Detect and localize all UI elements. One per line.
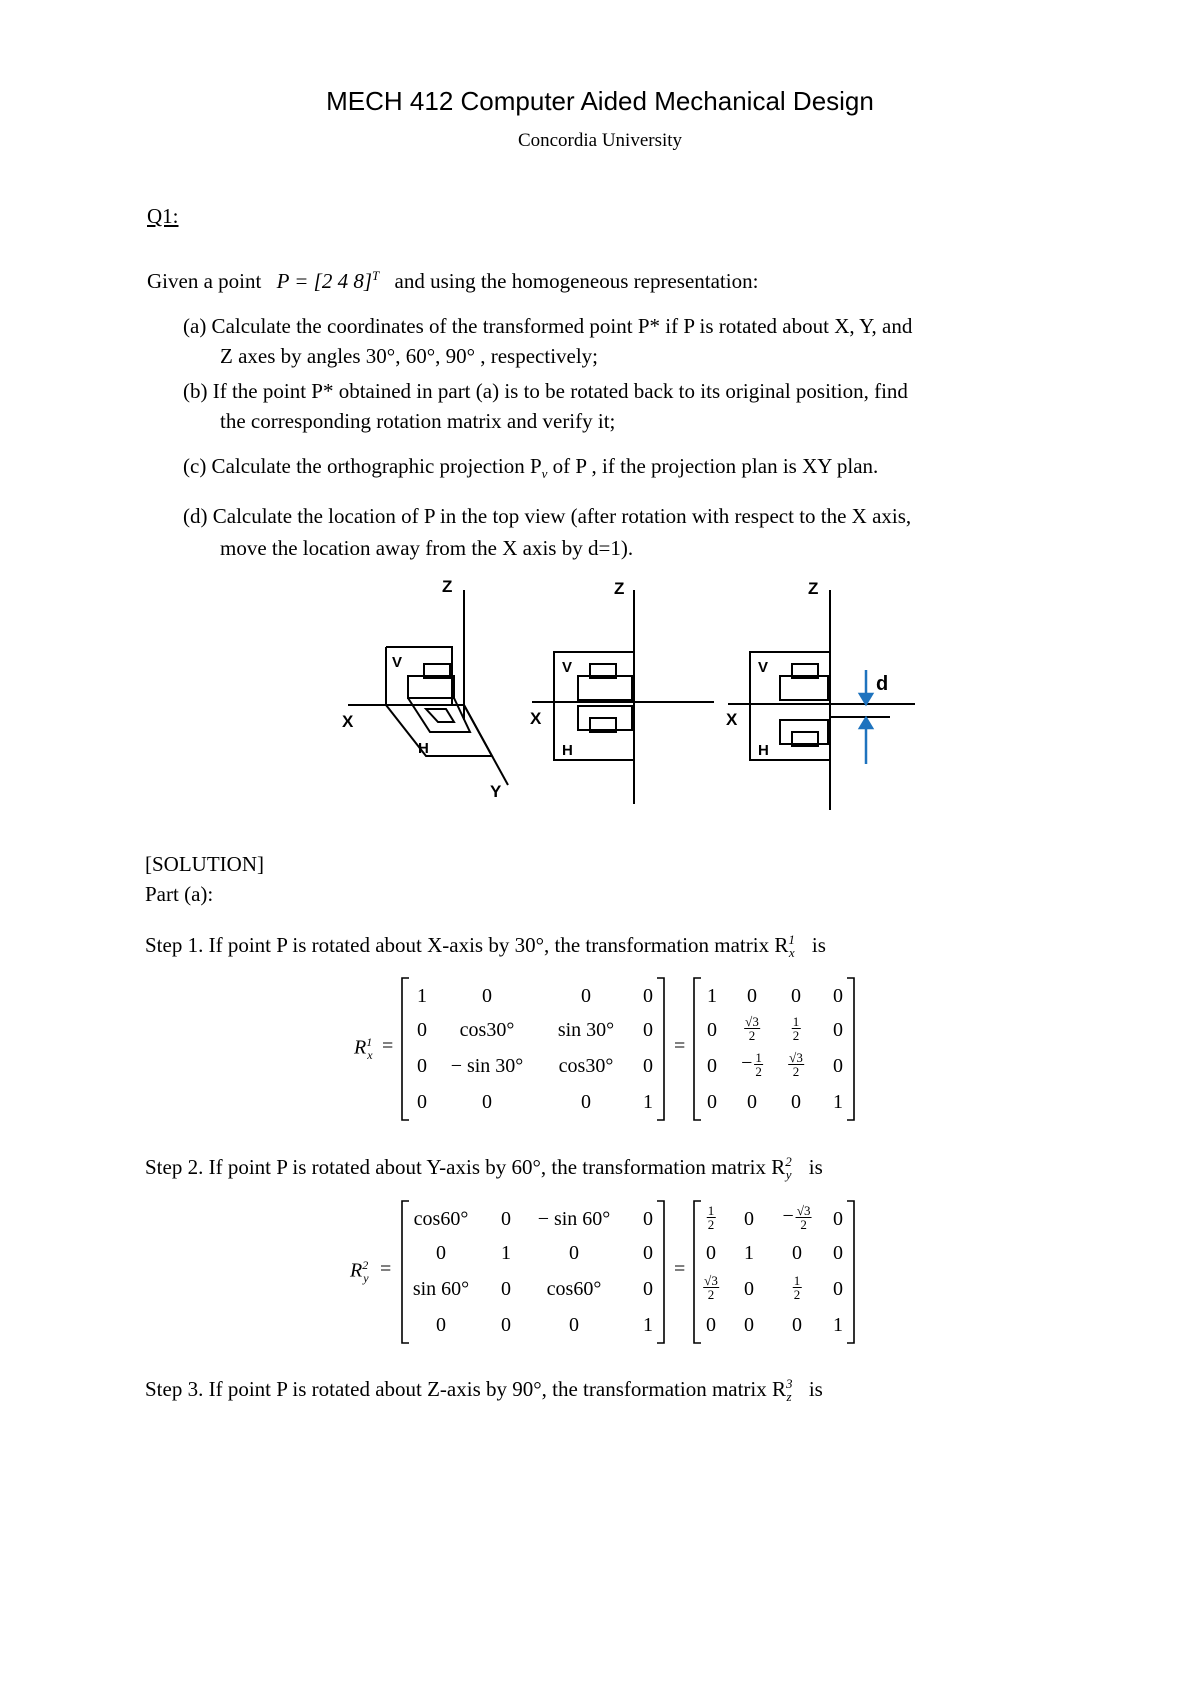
ry-num-cell: 0 <box>792 1314 802 1336</box>
item-b-line2: the corresponding rotation matrix and verify it; <box>220 409 616 433</box>
rx-lhs <box>354 1035 373 1063</box>
rx-num-cell: 0 <box>791 1091 801 1113</box>
point-transpose: T <box>372 268 380 283</box>
step-2-sup: 2 <box>785 1154 792 1169</box>
item-c-sub: v <box>541 466 548 482</box>
ry-num-cell: $\frac{1}{2}$ <box>793 1273 801 1302</box>
rx-sym-cell: 0 <box>482 985 492 1007</box>
ry-lhs-sup: 2 <box>362 1258 369 1272</box>
ry-sym-cell: sin 60° <box>412 1278 470 1300</box>
rx-sym-cell: 0 <box>482 1091 492 1113</box>
ry-sym-cell: 1 <box>643 1314 653 1336</box>
matrix-rx <box>340 975 860 1125</box>
solution-heading: [SOLUTION] <box>145 852 264 876</box>
ry-num-left-bracket <box>692 1200 702 1344</box>
item-a-line1: (a) Calculate the coordinates of the transformed point P* if P is rotated about X, Y, and <box>183 314 913 338</box>
rx-lhs-sub: x <box>367 1047 373 1062</box>
p2-v-label: V <box>562 659 573 676</box>
ry-sym-cell: 1 <box>501 1242 511 1264</box>
rx-num-cell: 0 <box>747 985 757 1007</box>
rx-sym-cell: 0 <box>581 1091 591 1113</box>
p1-z-label: Z <box>442 577 453 596</box>
rx-num-cell: 1 <box>707 985 717 1007</box>
ry-sym-cell: 0 <box>643 1278 653 1300</box>
p2-z-label: Z <box>614 579 625 598</box>
rx-num-cell: − $\frac{1}{2}$ <box>741 1050 762 1079</box>
rx-sym-cell: 1 <box>643 1091 653 1113</box>
rx-lhs-symbol: R <box>354 1036 367 1059</box>
ry-sym-cell: cos60° <box>546 1278 602 1300</box>
ry-sym-cell: 0 <box>643 1242 653 1264</box>
rx-equals: = <box>382 1035 394 1057</box>
rx-sym-cell: cos30° <box>558 1055 614 1077</box>
rx-num-cell: 0 <box>791 985 801 1007</box>
step-1-body: Step 1. If point P is rotated about X-axis by 30°, the transformation matrix R <box>145 933 789 957</box>
intro-post: and using the homogeneous representation: <box>394 269 759 293</box>
rx-num-cell: 1 <box>833 1091 843 1113</box>
question-label: Q1: <box>147 204 179 228</box>
ry-num-cell: 0 <box>744 1208 754 1230</box>
p3-d-label: d <box>876 673 889 695</box>
step-3-end: is <box>808 1377 823 1401</box>
solution-part-a: Part (a): <box>145 882 214 906</box>
question-intro <box>147 262 758 295</box>
rx-num-cell: 0 <box>707 1019 717 1041</box>
rx-sym-cell: 0 <box>417 1091 427 1113</box>
item-a-line2: Z axes by angles 30°, 60°, 90° , respectively; <box>220 344 599 368</box>
rx-sym-cell: sin 30° <box>557 1019 615 1041</box>
rx-num-cell: 0 <box>707 1091 717 1113</box>
intro-pre: Given a point <box>147 269 262 293</box>
rx-sym-cell: 0 <box>581 985 591 1007</box>
university-name: Concordia University <box>517 130 683 151</box>
rx-sym-cell: 1 <box>417 985 427 1007</box>
p3-v-label: V <box>758 659 769 676</box>
ry-num-cell: 0 <box>744 1314 754 1336</box>
ry-equals-2: = <box>674 1258 686 1280</box>
item-b-line1: (b) If the point P* obtained in part (a) is to be rotated back to its original position, find <box>183 379 908 403</box>
rx-equals-2: = <box>674 1035 686 1057</box>
projection-figure <box>330 572 930 822</box>
rx-num-cell: 0 <box>833 1019 843 1041</box>
ry-sym-cell: 0 <box>569 1314 579 1336</box>
item-c-text: (c) Calculate the orthographic projection P <box>183 454 542 478</box>
ry-num-cell: 0 <box>833 1242 843 1264</box>
ry-num-cell: $\frac{1}{2}$ <box>707 1203 715 1232</box>
p1-x-label: X <box>342 712 354 731</box>
rx-sym-right-bracket <box>656 977 666 1121</box>
step-1-sub: x <box>788 945 795 961</box>
p3-z-label: Z <box>808 579 819 598</box>
step-2-text <box>145 1148 823 1189</box>
ry-sym-cell: 0 <box>643 1208 653 1230</box>
p1-v-label: V <box>392 654 403 671</box>
ry-sym-cell: 0 <box>569 1242 579 1264</box>
p3-h-label: H <box>758 742 769 759</box>
ry-lhs-sub: y <box>363 1270 369 1285</box>
p3-x-label: X <box>726 710 738 729</box>
ry-sym-cell: 0 <box>501 1208 511 1230</box>
rx-lhs-sup: 1 <box>366 1035 373 1049</box>
p2-h-label: H <box>562 742 573 759</box>
rx-sym-cell: 0 <box>417 1019 427 1041</box>
ry-sym-cell: − sin 60° <box>537 1208 611 1230</box>
item-d-line1: (d) Calculate the location of P in the top view (after rotation with respect to the X axis, <box>183 504 912 528</box>
step-2-body: Step 2. If point P is rotated about Y-axis by 60°, the transformation matrix R <box>145 1155 786 1179</box>
item-c-end: of P , if the projection plan is XY plan. <box>547 454 879 478</box>
rx-num-cell: 0 <box>747 1091 757 1113</box>
ry-num-cell: 0 <box>833 1208 843 1230</box>
step-2-sub: y <box>785 1167 792 1183</box>
rx-sym-cell: 0 <box>643 1055 653 1077</box>
ry-num-cell: 1 <box>744 1242 754 1264</box>
ry-sym-cell: 0 <box>436 1314 446 1336</box>
rx-num-right-bracket <box>846 977 856 1121</box>
p1-y-label: Y <box>490 782 502 801</box>
rx-sym-cell: 0 <box>417 1055 427 1077</box>
rx-num-left-bracket <box>692 977 702 1121</box>
item-d-line2: move the location away from the X axis by d=1). <box>220 536 634 560</box>
document-title: MECH 412 Computer Aided Mechanical Design <box>326 86 874 116</box>
step-1-text <box>145 926 826 967</box>
p1-h-label: H <box>418 740 429 757</box>
ry-lhs-symbol: R <box>350 1259 363 1282</box>
ry-num-right-bracket <box>846 1200 856 1344</box>
ry-sym-cell: cos60° <box>413 1208 469 1230</box>
p2-x-label: X <box>530 709 542 728</box>
ry-num-cell: 0 <box>833 1278 843 1300</box>
ry-sym-cell: 0 <box>501 1278 511 1300</box>
ry-sym-left-bracket <box>400 1200 410 1344</box>
ry-num-cell: $\frac{√3}{2}$ <box>704 1273 718 1302</box>
ry-equals: = <box>380 1258 392 1280</box>
step-3-sub: z <box>786 1389 792 1405</box>
rx-sym-cell: 0 <box>643 985 653 1007</box>
rx-sym-cell: cos30° <box>459 1019 515 1041</box>
step-1-end: is <box>811 933 826 957</box>
rx-num-cell: 0 <box>833 985 843 1007</box>
point-equation: P = [2 4 8] <box>276 269 373 293</box>
step-3-body: Step 3. If point P is rotated about Z-axis by 90°, the transformation matrix R <box>145 1377 787 1401</box>
ry-sym-cell: 0 <box>501 1314 511 1336</box>
matrix-ry <box>340 1198 860 1348</box>
rx-num-cell: 0 <box>833 1055 843 1077</box>
ry-sym-cell: 0 <box>436 1242 446 1264</box>
step-3-text <box>145 1370 823 1411</box>
rx-num-cell: $\frac{√3}{2}$ <box>745 1014 759 1043</box>
ry-num-cell: − $\frac{√3}{2}$ <box>782 1203 811 1232</box>
step-3-sup: 3 <box>786 1376 793 1391</box>
ry-num-cell: 1 <box>833 1314 843 1336</box>
ry-num-cell: 0 <box>744 1278 754 1300</box>
ry-sym-right-bracket <box>656 1200 666 1344</box>
step-1-sup: 1 <box>788 932 795 947</box>
rx-num-cell: $\frac{√3}{2}$ <box>789 1050 803 1079</box>
rx-sym-cell: − sin 30° <box>450 1055 524 1077</box>
ry-lhs <box>350 1258 369 1286</box>
step-2-end: is <box>808 1155 823 1179</box>
rx-sym-cell: 0 <box>643 1019 653 1041</box>
ry-num-cell: 0 <box>792 1242 802 1264</box>
ry-num-cell: 0 <box>706 1314 716 1336</box>
ry-num-cell: 0 <box>706 1242 716 1264</box>
item-c <box>183 452 878 488</box>
rx-num-cell: 0 <box>707 1055 717 1077</box>
rx-sym-left-bracket <box>400 977 410 1121</box>
rx-num-cell: $\frac{1}{2}$ <box>792 1014 800 1043</box>
